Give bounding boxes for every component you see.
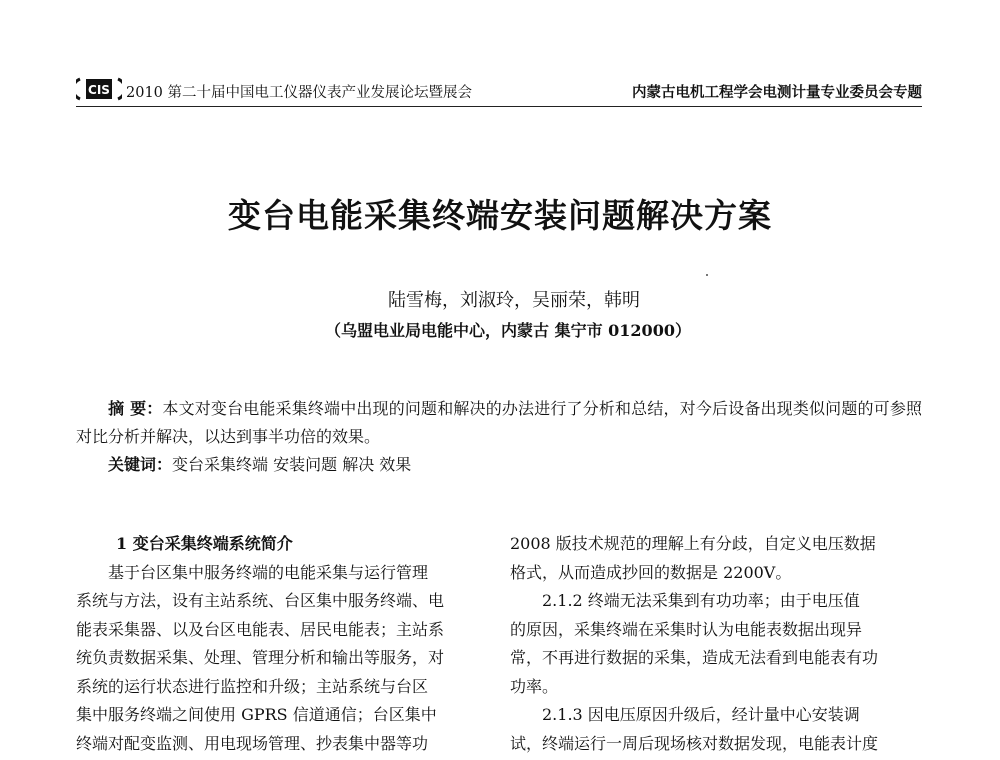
conference-logo-icon — [76, 76, 122, 102]
paragraph-line: 能表采集器、以及台区电能表、居民电能表；主站系 — [76, 619, 445, 639]
scan-speck — [706, 274, 708, 276]
abstract — [76, 395, 922, 451]
logo-text: CIS — [88, 83, 110, 97]
keywords — [108, 451, 411, 479]
paragraph-line: 常，不再进行数据的采集，造成无法看到电能表有功 — [510, 648, 879, 667]
paragraph-line: 终端对配变监测、用电现场管理、抄表集中器等功 — [76, 733, 429, 753]
paragraph-line: 格式，从而造成抄回的数据是 2200V。 — [510, 562, 792, 582]
subsection-line: 2.1.2 终端无法采集到有功功率；由于电压值 — [542, 591, 860, 610]
paragraph-line: 统负责数据采集、处理、管理分析和输出等服务，对 — [76, 648, 445, 667]
right-column — [510, 530, 922, 758]
paper-title: 变台电能采集终端安装问题解决方案 — [228, 196, 772, 235]
authors: 陆雪梅，刘淑玲，吴丽荣，韩明 — [388, 290, 640, 311]
paragraph-line: 2008 版技术规范的理解上有分歧，自定义电压数据 — [510, 534, 876, 553]
left-column — [76, 530, 500, 758]
keywords-text: 变台采集终端 安装问题 解决 效果 — [172, 455, 412, 474]
paragraph-line: 试，终端运行一周后现场核对数据发现，电能表计度 — [510, 733, 879, 753]
keywords-label: 关键词： — [108, 455, 173, 474]
abstract-label: 摘 要： — [108, 399, 163, 418]
page-header — [76, 76, 922, 107]
paragraph-line: 集中服务终端之间使用 GPRS 信道通信；台区集中 — [76, 705, 437, 724]
paragraph-line: 功率。 — [510, 676, 559, 696]
paragraph-line: 系统的运行状态进行监控和升级；主站系统与台区 — [76, 676, 429, 696]
abstract-text: 本文对变台电能采集终端中出现的问题和解决的办法进行了分析和总结，对今后设备出现类似问题的可参照对比分析并解决，以达到事半功倍的效果。 — [76, 399, 922, 446]
paragraph-line: 基于台区集中服务终端的电能采集与运行管理 — [108, 562, 429, 582]
paragraph-line: 的原因，采集终端在采集时认为电能表数据出现异 — [510, 619, 863, 639]
paragraph-line: 系统与方法，设有主站系统、台区集中服务终端、电 — [76, 591, 445, 610]
subsection-line: 2.1.3 因电压原因升级后，经计量中心安装调 — [542, 705, 860, 724]
special-topic: 内蒙古电机工程学会电测计量专业委员会专题 — [632, 84, 922, 101]
section-heading: 1 变台采集终端系统简介 — [116, 534, 293, 553]
conference-name: 2010 第二十届中国电工仪器仪表产业发展论坛暨展会 — [126, 85, 473, 101]
affiliation: （乌盟电业局电能中心，内蒙古 集宁市 012000） — [325, 321, 691, 340]
